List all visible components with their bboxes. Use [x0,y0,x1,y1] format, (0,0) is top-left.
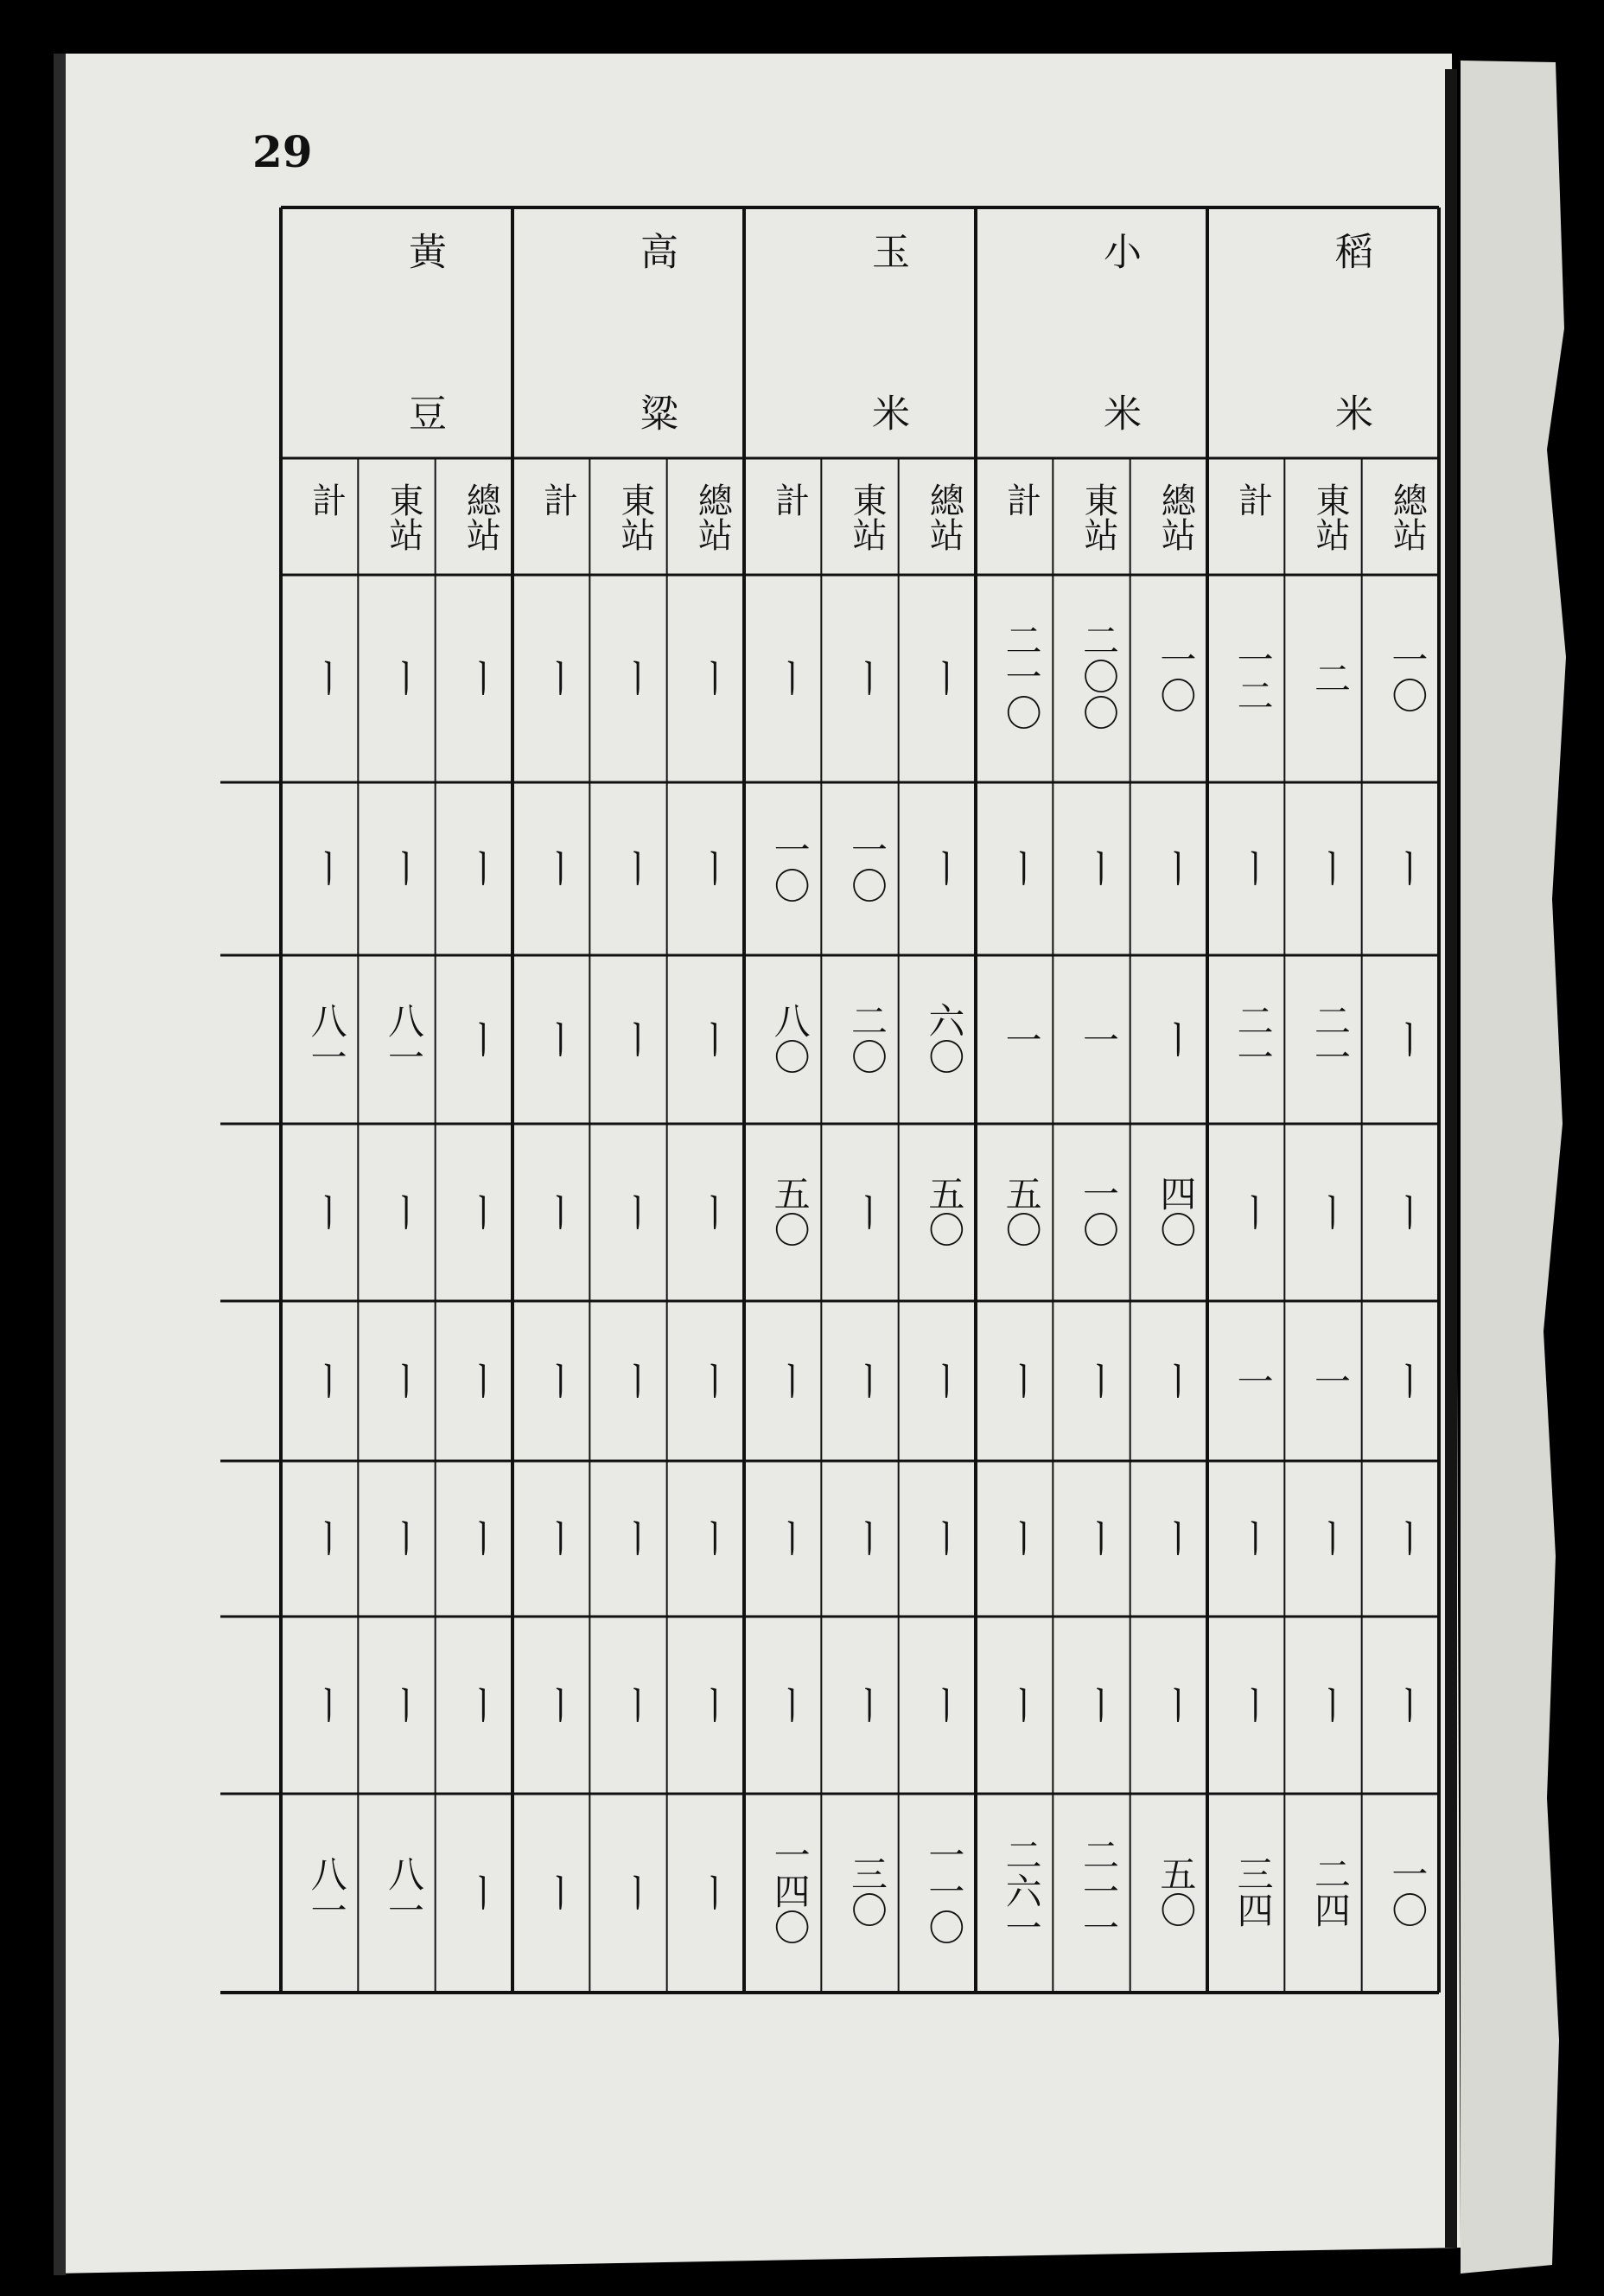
table-cell: ㅣ [923,1520,966,1556]
column-label: 東站 [615,482,655,552]
table-cell: ㅣ [923,660,966,696]
table-cell: ㅣ [537,1362,580,1399]
table-cell: ㅣ [460,1520,503,1556]
table-cell: 二一一 [1078,1836,1120,1945]
table-cell: ㅣ [305,850,348,886]
table-cell: ㅣ [1386,850,1429,886]
column-label: 東站 [1310,482,1350,552]
table-cell: ㅣ [1155,1020,1198,1057]
table-cell: ㅣ [537,1520,580,1556]
table-cell: ㅣ [846,1362,888,1399]
table-cell: ㅣ [1000,1362,1043,1399]
column-label: 總站 [692,482,733,552]
table-cell: ㅣ [1232,1520,1275,1556]
table-cell: ㅣ [614,1020,657,1057]
table-cell: ㅣ [691,1874,735,1910]
table-cell: ㅣ [614,1874,657,1910]
table-cell: ㅣ [1309,1686,1352,1723]
crop-name-top: 高 [633,232,678,270]
page-number: 29 [252,126,313,177]
table-cell: ㅣ [768,1686,812,1723]
table-cell: 二四 [1309,1855,1352,1928]
table-cell: ㅣ [383,1520,425,1556]
table-cell: ㅣ [614,1362,657,1399]
crop-name-bottom: 米 [865,393,909,431]
table-cell: ㅣ [1232,850,1275,886]
table-cell: ㅣ [691,1193,735,1230]
table-cell: ㅣ [460,850,503,886]
table-cell: ㅣ [1232,1193,1275,1230]
table-cell: ㅣ [1386,1020,1429,1057]
table-cell: ㅣ [383,850,425,886]
table-cell: ㅣ [1309,1520,1352,1556]
table-cell: 二〇 [846,1001,888,1075]
table-cell: 一 [1232,1362,1275,1399]
table-cell: 一〇 [1078,1174,1120,1247]
table-cell: ㅣ [691,1686,735,1723]
table-cell: ㅣ [305,660,348,696]
table-cell: ㅣ [537,1874,580,1910]
crop-name-bottom: 粱 [633,393,678,431]
table-cell: ㅣ [691,660,735,696]
crop-name-bottom: 米 [1097,393,1141,431]
table-cell: ㅣ [305,1520,348,1556]
table-cell: 六〇 [923,1001,966,1075]
table-cell: ㅣ [1309,1193,1352,1230]
table-cell: ㅣ [537,1020,580,1057]
table-cell: 五〇 [768,1174,812,1247]
table-cell: ㅣ [1386,1362,1429,1399]
table-cell: 一一〇 [923,1836,966,1945]
table-cell: ㅣ [846,660,888,696]
table-cell: ㅣ [1155,1362,1198,1399]
table-cell: 三四 [1232,1855,1275,1928]
table-cell: ㅣ [383,1193,425,1230]
table-cell: 四〇 [1155,1174,1198,1247]
table-cell: ㅣ [1386,1686,1429,1723]
table-cell: 一二 [1232,641,1275,713]
column-label: 總站 [924,482,964,552]
table-cell: ㅣ [460,1362,503,1399]
table-cell: ㅣ [383,1362,425,1399]
column-label: 計 [306,482,347,517]
table-cell: ㅣ [1000,850,1043,886]
table-cell: ㅣ [923,850,966,886]
crop-name-top: 稻 [1328,232,1372,270]
column-label: 東站 [384,482,423,552]
table-cell: ㅣ [460,1193,503,1230]
column-label: 東站 [1079,482,1118,552]
table-cell: 二一 [1309,1001,1352,1075]
table-cell: ㅣ [691,1362,735,1399]
crop-name-top: 黃 [402,232,446,270]
column-label: 計 [1001,482,1041,517]
table-cell: 二 [1309,660,1352,696]
table-cell: ㅣ [460,1020,503,1057]
table-cell: ㅣ [614,660,657,696]
table-cell: ㅣ [768,1362,812,1399]
table-cell: ㅣ [691,850,735,886]
table-cell: ㅣ [846,1686,888,1723]
table-cell: ㅣ [1155,1686,1198,1723]
table-cell: ㅣ [1078,850,1120,886]
column-label: 計 [1232,482,1273,517]
table-cell: ㅣ [537,1686,580,1723]
table-cell: ㅣ [383,1686,425,1723]
table-cell: ㅣ [846,1520,888,1556]
table-cell: ㅣ [305,1193,348,1230]
table-cell: ㅣ [537,1193,580,1230]
table-cell: ㅣ [614,1520,657,1556]
column-label: 總站 [1387,482,1428,552]
table-cell: 三〇 [846,1855,888,1928]
table-cell: 二六一 [1000,1836,1043,1945]
table-cell: 一 [1078,1020,1120,1057]
table-cell: ㅣ [1078,1362,1120,1399]
table-cell: 八〇 [768,1001,812,1075]
table-cell: ㅣ [1078,1686,1120,1723]
table-cell: ㅣ [614,1686,657,1723]
table-cell: 一 [1309,1362,1352,1399]
table-cell: 八一 [383,1001,425,1075]
table-cell: ㅣ [768,1520,812,1556]
table-cell: 五〇 [923,1174,966,1247]
column-label: 總站 [461,482,501,552]
column-label: 計 [538,482,578,517]
table-cell: ㅣ [383,660,425,696]
table-cell: ㅣ [1078,1520,1120,1556]
table-cell: ㅣ [1309,850,1352,886]
table-cell: 八一 [305,1001,348,1075]
table-cell: 五〇 [1155,1855,1198,1928]
table-cell: 一〇 [846,831,888,903]
table-cell: 一〇 [768,831,812,903]
column-label: 東站 [847,482,887,552]
table-cell: ㅣ [1232,1686,1275,1723]
table-cell: ㅣ [768,660,812,696]
table-cell: ㅣ [460,1686,503,1723]
table-cell: ㅣ [1386,1193,1429,1230]
table-cell: ㅣ [614,1193,657,1230]
crop-name-bottom: 米 [1328,393,1372,431]
table-cell: ㅣ [923,1362,966,1399]
table-cell: ㅣ [537,660,580,696]
table-cell: 二〇〇 [1078,622,1120,730]
table-cell: ㅣ [305,1362,348,1399]
table-cell: ㅣ [1155,1520,1198,1556]
table-cell: 一〇 [1386,1855,1429,1928]
table-cell: ㅣ [305,1686,348,1723]
table-cell: 五〇 [1000,1174,1043,1247]
table-cell: 一四〇 [768,1836,812,1945]
table-cell: ㅣ [1000,1686,1043,1723]
table-cell: ㅣ [923,1686,966,1723]
table-cell: ㅣ [691,1520,735,1556]
table-cell: 一〇 [1386,641,1429,713]
table-cell: ㅣ [1386,1520,1429,1556]
table-cell: ㅣ [1000,1520,1043,1556]
table-cell: 一 [1000,1020,1043,1057]
crop-name-top: 小 [1097,232,1141,270]
table-cell: 二一〇 [1000,622,1043,730]
table-cell: 八一 [383,1855,425,1928]
table-cell: ㅣ [691,1020,735,1057]
table-cell: ㅣ [614,850,657,886]
table-cell: 一〇 [1155,641,1198,713]
crop-name-top: 玉 [865,232,909,270]
table-cell: ㅣ [537,850,580,886]
table-cell: ㅣ [846,1193,888,1230]
table-cell: 八一 [305,1855,348,1928]
table-cell: ㅣ [460,660,503,696]
column-label: 計 [769,482,810,517]
table-cell: ㅣ [460,1874,503,1910]
table-cell: 二一 [1232,1001,1275,1075]
crop-name-bottom: 豆 [402,393,446,431]
column-label: 總站 [1155,482,1196,552]
table-cell: ㅣ [1155,850,1198,886]
